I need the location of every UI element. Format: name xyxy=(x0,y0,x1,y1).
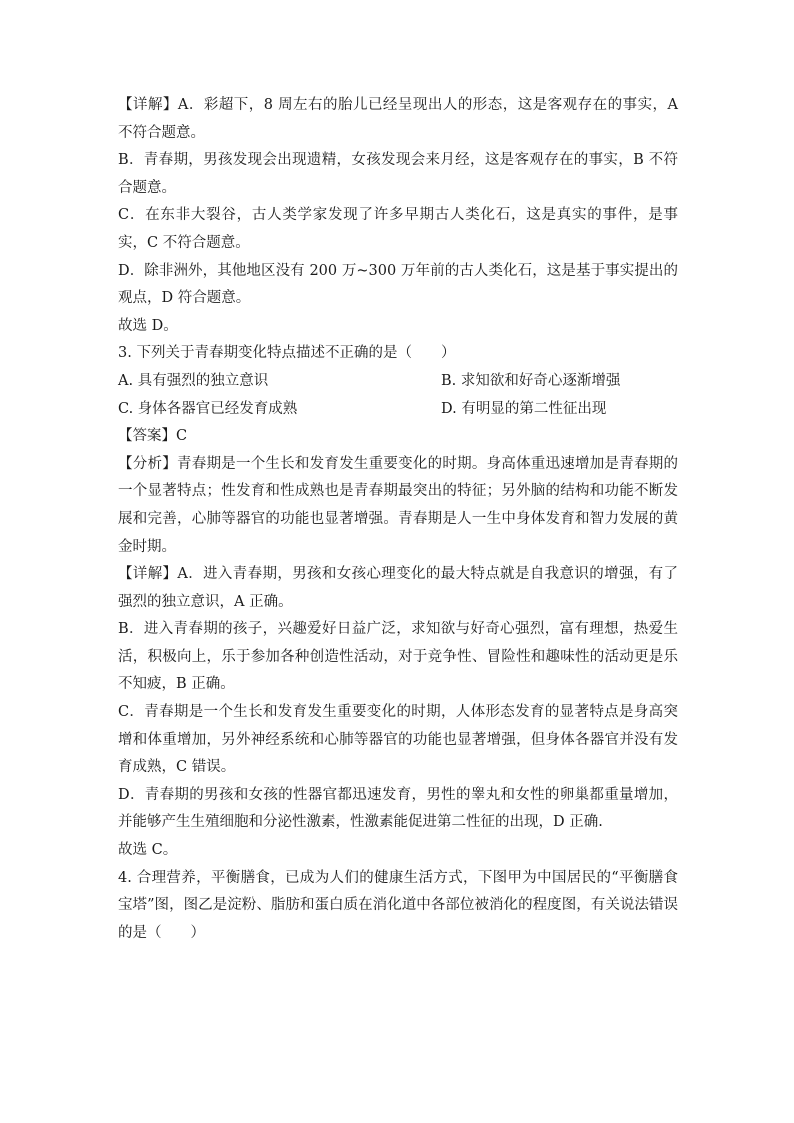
detail-b-paragraph-2: B．进入青春期的孩子，兴趣爱好日益广泛，求知欲与好奇心强烈，富有理想，热爱生活，积极向上，乐于参加各种创造性活动，对于竞争性、冒险性和趣味性的活动更是乐不知疲，B 正确。 xyxy=(118,621,678,693)
detail-a-paragraph: 【详解】A．彩超下，8 周左右的胎儿已经呈现出人的形态，这是客观存在的事实，A 不符合题意。 xyxy=(118,97,678,141)
question-3-stem: 3. 下列关于青春期变化特点描述不正确的是（ ） xyxy=(118,345,456,362)
detail-c-paragraph-2: C．青春期是一个生长和发育发生重要变化的时期，人体形态发育的显著特点是身高突增和体重增加，另外神经系统和心肺等器官的功能也显著增强，但身体各器官并没有发育成熟，C 错误。 xyxy=(118,704,678,776)
detail-d-paragraph-2: D．青春期的男孩和女孩的性器官都迅速发育，男性的睾丸和女性的卵巢都重量增加，并能够产生生殖细胞和分泌性激素，性激素能促进第二性征的出现，D 正确. xyxy=(118,786,678,831)
option-a: A. 具有强烈的独立意识 xyxy=(118,372,269,389)
answer-line: 【答案】C xyxy=(118,428,188,445)
question-3-options xyxy=(118,368,678,423)
document-page xyxy=(118,92,678,947)
answer-choice-line: 故选 D。 xyxy=(118,317,178,334)
detail-b-paragraph: B．青春期，男孩发现会出现遗精，女孩发现会来月经，这是客观存在的事实，B 不符合题意。 xyxy=(118,152,678,196)
detail-a-paragraph-2: 【详解】A．进入青春期，男孩和女孩心理变化的最大特点就是自我意识的增强，有了强烈的独立意识，A 正确。 xyxy=(118,566,678,610)
detail-d-paragraph: D．除非洲外，其他地区没有 200 万~300 万年前的古人类化石，这是基于事实提出的观点，D 符合题意。 xyxy=(118,262,678,307)
detail-c-paragraph: C．在东非大裂谷，古人类学家发现了许多早期古人类化石，这是真实的事件，是事实，C 不符合题意。 xyxy=(118,207,678,251)
option-d: D. 有明显的第二性征出现 xyxy=(441,400,607,417)
analysis-paragraph: 【分析】青春期是一个生长和发育发生重要变化的时期。身高体重迅速增加是青春期的一个显著特点；性发育和性成熟也是青春期最突出的特征；另外脑的结构和功能不断发展和完善，心肺等器官的功能也显著增强。青春期是人一生中身体发育和智力发展的黄金时期。 xyxy=(118,455,678,555)
option-c: C. 身体各器官已经发育成熟 xyxy=(118,400,298,417)
answer-choice-line-2: 故选 C。 xyxy=(118,842,178,859)
question-4-stem: 4. 合理营养，平衡膳食，已成为人们的健康生活方式，下图甲为中国居民的“平衡膳食宝塔”图，图乙是淀粉、脂肪和蛋白质在消化道中各部位被消化的程度图，有关说法错误的是（ ） xyxy=(118,869,678,941)
option-b: B. 求知欲和好奇心逐渐增强 xyxy=(441,372,621,389)
